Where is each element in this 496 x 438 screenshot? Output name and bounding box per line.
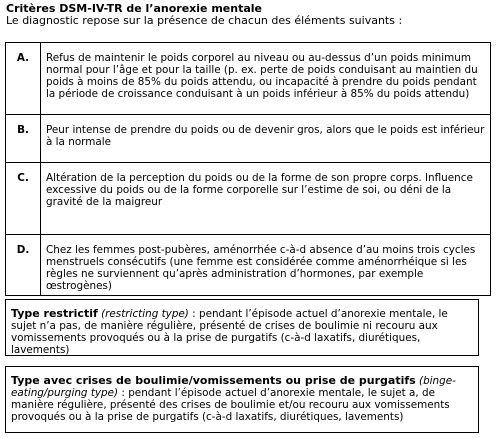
document-title: Critères DSM-IV-TR de l’anorexie mentale [6, 2, 263, 15]
criterion-text: Refus de maintenir le poids corporel au niveau ou au-dessus d’un poids minimum normal pour l’âge et pour la taille (p. ex. perte de poids conduisant au maintien du poids à moins de 85% du poids attendu, ou incapacité à prendre du poids pendant la période de croissance conduisant à un poids inférieur à 85% du poids attendu) [41, 43, 491, 115]
criterion-letter: D. [6, 235, 41, 296]
criterion-row [6, 163, 491, 235]
intro-text: Le diagnostic repose sur la présence de chacun des éléments suivants : [6, 14, 403, 27]
criterion-text: Altération de la perception du poids ou de la forme de son propre corps. Influence excessive du poids ou de la forme corporelle sur l’estime de soi, ou déni de la gravité de la maigreur [41, 163, 491, 235]
type-label: Type avec crises de boulimie/vomissements ou prise de purgatifs [11, 374, 416, 387]
type-english-name: (binge-eating/purging type) [11, 375, 456, 399]
criterion-text: Peur intense de prendre du poids ou de devenir gros, alors que le poids est inférieur à la normale [41, 115, 491, 163]
type-description: : pendant l’épisode actuel d’anorexie mentale, le sujet a, de manière régulière, présenté des crises de boulimie et/ou recouru aux vomissements provoqués ou à la prise de purgatifs (c-à-d laxatifs, diurétiques, lavements) [11, 387, 450, 423]
type-restrictif-box [5, 299, 479, 356]
criterion-letter: B. [6, 115, 41, 163]
type-boulimie-box [5, 366, 479, 433]
criterion-row [6, 235, 491, 296]
criteria-table [5, 42, 491, 296]
type-label: Type restrictif [11, 307, 98, 320]
criterion-letter: C. [6, 163, 41, 235]
criterion-row [6, 115, 491, 163]
criterion-text: Chez les femmes post-pubères, aménorrhée c-à-d absence d’au moins trois cycles menstruels consécutifs (une femme est considérée comme aménorrhéique si les règles ne surviennent qu’après administration d’hormones, par exemple œstrogènes) [41, 235, 491, 296]
type-english-name: (restricting type) [101, 308, 189, 320]
type-description: : pendant l’épisode actuel d’anorexie mentale, le sujet n’a pas, de manière régulière, présenté de crises de boulimie ni recouru aux vomissements provoqués ou à la prise de purgatifs (c-à-d laxatifs, diurétiques, lavements) [11, 308, 448, 356]
criterion-row [6, 43, 491, 115]
criterion-letter: A. [6, 43, 41, 115]
